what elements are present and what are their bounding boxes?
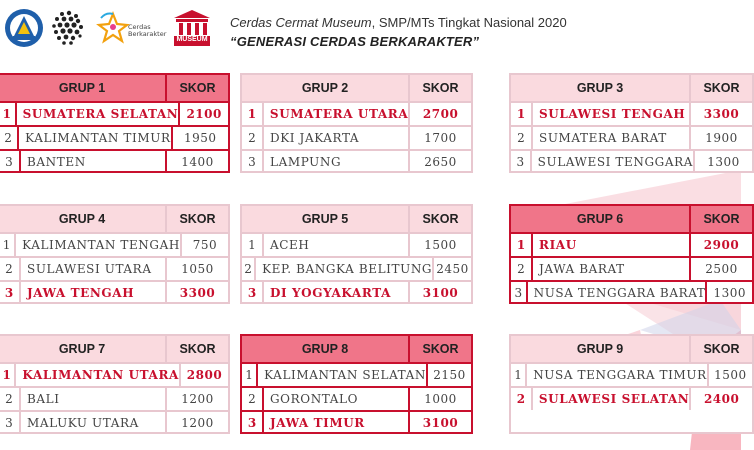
province-name: BALI: [21, 388, 167, 410]
province-name: MALUKU UTARA: [21, 412, 167, 434]
table-row: [242, 280, 471, 304]
province-name: SULAWESI TENGAH: [533, 103, 691, 125]
row-number: 3: [0, 412, 21, 434]
row-number: 3: [242, 151, 264, 173]
score-value: 1300: [707, 155, 740, 169]
score-column-header: SKOR: [691, 206, 752, 232]
group-card-2: [240, 73, 473, 173]
table-row: [0, 125, 228, 149]
province-name: SUMATERA UTARA: [264, 103, 410, 125]
table-row: [511, 386, 752, 410]
row-number: 1: [511, 234, 533, 256]
group-header: [511, 75, 752, 101]
row-number: 1: [511, 103, 533, 125]
table-row: [242, 362, 471, 386]
province-name: KALIMANTAN TENGAH: [16, 234, 182, 256]
table-row: [511, 232, 752, 256]
table-row: [511, 101, 752, 125]
table-row: [511, 256, 752, 280]
province-name: LAMPUNG: [264, 151, 410, 173]
table-row: [0, 280, 228, 304]
table-row: [242, 386, 471, 410]
score-value: 1500: [424, 238, 457, 252]
score-value: 1200: [181, 392, 214, 406]
province-name: SULAWESI UTARA: [21, 258, 167, 280]
cerdas-berkarakter-logo-icon: [96, 8, 130, 48]
group-card-3: [509, 73, 754, 173]
score-value: 1000: [424, 392, 457, 406]
group-title: GRUP 7: [0, 336, 167, 362]
table-row: [0, 149, 228, 173]
row-number: 1: [242, 234, 264, 256]
score-value: 2700: [422, 107, 459, 121]
group-card-8: [240, 334, 473, 434]
score-column-header: SKOR: [410, 75, 471, 101]
row-number: 3: [511, 282, 528, 304]
row-number: 2: [0, 127, 19, 149]
province-name: JAWA BARAT: [533, 258, 691, 280]
group-title: GRUP 6: [511, 206, 691, 232]
table-row: [242, 149, 471, 173]
table-row: [242, 101, 471, 125]
group-title: GRUP 3: [511, 75, 691, 101]
score-value: 1300: [713, 286, 746, 300]
group-card-7: [0, 334, 230, 434]
row-number: 3: [0, 151, 21, 173]
group-title: GRUP 8: [242, 336, 410, 362]
score-value: 1200: [181, 416, 214, 430]
score-value: 2450: [436, 262, 469, 276]
row-number: 1: [511, 364, 527, 386]
table-row: [242, 256, 471, 280]
score-value: 1400: [181, 155, 214, 169]
province-name: KALIMANTAN TIMUR: [19, 127, 172, 149]
group-card-9: [509, 334, 754, 434]
province-name: SUMATERA SELATAN: [17, 103, 181, 125]
score-value: 3300: [179, 286, 216, 300]
page-subtitle: “GENERASI CERDAS BERKARAKTER”: [230, 34, 480, 49]
score-value: 2100: [186, 107, 222, 121]
province-name: KEP. BANGKA BELITUNG: [256, 258, 434, 280]
row-number: 3: [511, 151, 532, 173]
group-card-5: [240, 204, 473, 304]
group-title: GRUP 2: [242, 75, 410, 101]
province-name: NUSA TENGGARA BARAT: [528, 282, 708, 304]
row-number: 1: [0, 364, 16, 386]
province-name: DI YOGYAKARTA: [264, 282, 410, 304]
row-number: 2: [511, 258, 533, 280]
province-name: SULAWESI SELATAN: [533, 388, 691, 410]
group-card-4: [0, 204, 230, 304]
score-value: 3100: [422, 286, 459, 300]
page-title-event: Cerdas Cermat Museum: [230, 15, 372, 30]
page-title: [230, 15, 567, 30]
row-number: 2: [511, 127, 533, 149]
row-number: 3: [242, 412, 264, 434]
row-number: 3: [0, 282, 21, 304]
province-name: NUSA TENGGARA TIMUR: [527, 364, 709, 386]
score-column-header: SKOR: [691, 336, 752, 362]
table-row: [511, 362, 752, 386]
group-card-1: [0, 73, 230, 173]
group-title: GRUP 1: [0, 75, 167, 101]
province-name: GORONTALO: [264, 388, 410, 410]
row-number: 2: [0, 258, 21, 280]
province-name: JAWA TIMUR: [264, 412, 410, 434]
province-name: ACEH: [264, 234, 410, 256]
province-name: KALIMANTAN SELATAN: [258, 364, 428, 386]
score-value: 2800: [186, 368, 223, 382]
score-value: 1950: [184, 131, 217, 145]
group-title: GRUP 9: [511, 336, 691, 362]
score-value: 1900: [705, 131, 738, 145]
table-row: [0, 232, 228, 256]
score-value: 2150: [433, 368, 466, 382]
province-name: SULAWESI TENGGARA: [532, 151, 695, 173]
table-row: [242, 410, 471, 434]
kemendikbud-logo-icon: [4, 8, 44, 48]
page-title-level: , SMP/MTs Tingkat Nasional 2020: [371, 15, 567, 30]
score-value: 2400: [703, 392, 740, 406]
score-column-header: SKOR: [167, 336, 228, 362]
score-column-header: SKOR: [410, 206, 471, 232]
dotted-sphere-logo-icon: [48, 8, 88, 48]
table-row: [242, 125, 471, 149]
table-row: [0, 256, 228, 280]
table-row: [0, 101, 228, 125]
row-number: 3: [242, 282, 264, 304]
row-number: 1: [0, 234, 16, 256]
province-name: KALIMANTAN UTARA: [16, 364, 181, 386]
row-number: 1: [0, 103, 17, 125]
table-row: [0, 386, 228, 410]
group-header: [0, 75, 228, 101]
table-row: [0, 410, 228, 434]
table-row: [242, 232, 471, 256]
province-name: SUMATERA BARAT: [533, 127, 691, 149]
group-card-6: [509, 204, 754, 304]
group-title: GRUP 4: [0, 206, 167, 232]
table-row: [511, 125, 752, 149]
row-number: 2: [242, 258, 256, 280]
group-header: [511, 336, 752, 362]
header: [0, 0, 741, 60]
province-name: DKI JAKARTA: [264, 127, 410, 149]
row-number: 1: [242, 364, 258, 386]
score-column-header: SKOR: [167, 206, 228, 232]
row-number: 1: [242, 103, 264, 125]
cerdas-logo-line1: Cerdas: [128, 23, 151, 31]
province-name: JAWA TENGAH: [21, 282, 167, 304]
group-header: [242, 336, 471, 362]
score-column-header: SKOR: [691, 75, 752, 101]
group-header: [242, 75, 471, 101]
museum-logo-text: MUSEUM: [176, 36, 208, 43]
score-value: 3300: [703, 107, 740, 121]
score-value: 1500: [714, 368, 747, 382]
score-value: 750: [192, 238, 218, 252]
row-number: 2: [511, 388, 533, 410]
score-column-header: SKOR: [167, 75, 228, 101]
score-value: 3100: [422, 416, 459, 430]
group-header: [511, 206, 752, 232]
table-row: [511, 280, 752, 304]
score-value: 2500: [705, 262, 738, 276]
score-value: 1050: [181, 262, 214, 276]
table-row: [0, 362, 228, 386]
score-column-header: SKOR: [410, 336, 471, 362]
row-number: 2: [242, 127, 264, 149]
score-value: 2650: [424, 155, 457, 169]
cerdas-logo-line2: Berkarakter: [128, 30, 167, 38]
table-row: [511, 149, 752, 173]
province-name: BANTEN: [21, 151, 167, 173]
score-value: 2900: [703, 238, 740, 252]
group-title: GRUP 5: [242, 206, 410, 232]
group-header: [0, 206, 228, 232]
row-number: 2: [0, 388, 21, 410]
group-header: [0, 336, 228, 362]
province-name: RIAU: [533, 234, 691, 256]
group-header: [242, 206, 471, 232]
row-number: 2: [242, 388, 264, 410]
score-value: 1700: [424, 131, 457, 145]
